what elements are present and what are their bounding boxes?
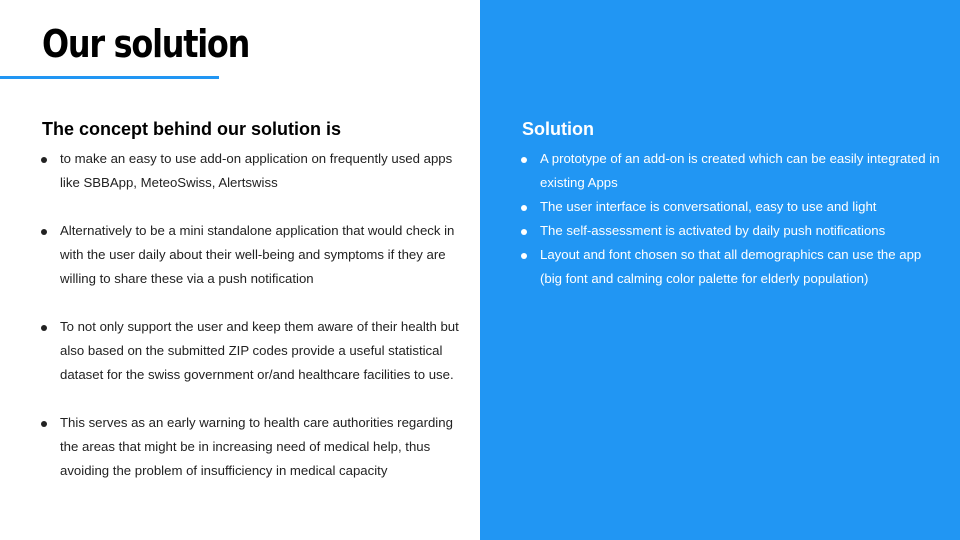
solution-heading: Solution <box>522 119 594 139</box>
concept-bullet-text: This serves as an early warning to health care authorities regarding the areas that might be in increasing need of medical help, thus avoiding the problem of insufficiency in medical capacity <box>60 415 453 478</box>
bullet-dot-icon <box>41 157 47 163</box>
solution-bullet-item <box>520 195 940 219</box>
bullet-dot-icon <box>521 157 527 163</box>
concept-bullet-item <box>40 411 460 483</box>
bullet-dot-icon <box>41 421 47 427</box>
solution-bullet-list <box>520 147 940 291</box>
title-underline <box>0 76 219 79</box>
solution-bullet-item <box>520 147 940 195</box>
solution-bullet-text: The user interface is conversational, easy to use and light <box>540 199 877 214</box>
solution-bullet-text: A prototype of an add-on is created which can be easily integrated in existing Apps <box>540 151 940 190</box>
solution-bullet-item <box>520 243 940 291</box>
bullet-dot-icon <box>41 325 47 331</box>
concept-bullet-list <box>40 147 460 483</box>
concept-heading: The concept behind our solution is <box>42 119 342 139</box>
solution-bullet-text: Layout and font chosen so that all demographics can use the app (big font and calming color palette for elderly population) <box>540 247 922 286</box>
concept-bullet-item <box>40 315 460 387</box>
solution-bullet-item <box>520 219 940 243</box>
solution-bullet-text: The self-assessment is activated by daily push notifications <box>540 223 886 238</box>
concept-bullet-text: to make an easy to use add-on application on frequently used apps like SBBApp, MeteoSwiss, Alertswiss <box>60 151 453 190</box>
bullet-dot-icon <box>521 205 527 211</box>
bullet-dot-icon <box>521 253 527 259</box>
bullet-dot-icon <box>521 229 527 235</box>
bullet-dot-icon <box>41 229 47 235</box>
concept-bullet-text: Alternatively to be a mini standalone application that would check in with the user daily about their well-being and symptoms if they are willing to share these via a push notification <box>60 223 455 286</box>
concept-bullet-item <box>40 219 460 291</box>
concept-bullet-item <box>40 147 460 195</box>
slide-title: Our solution <box>42 22 250 66</box>
concept-bullet-text: To not only support the user and keep them aware of their health but also based on the submitted ZIP codes provide a useful statistical dataset for the swiss government or/and healthcare facilities to use. <box>60 319 459 382</box>
